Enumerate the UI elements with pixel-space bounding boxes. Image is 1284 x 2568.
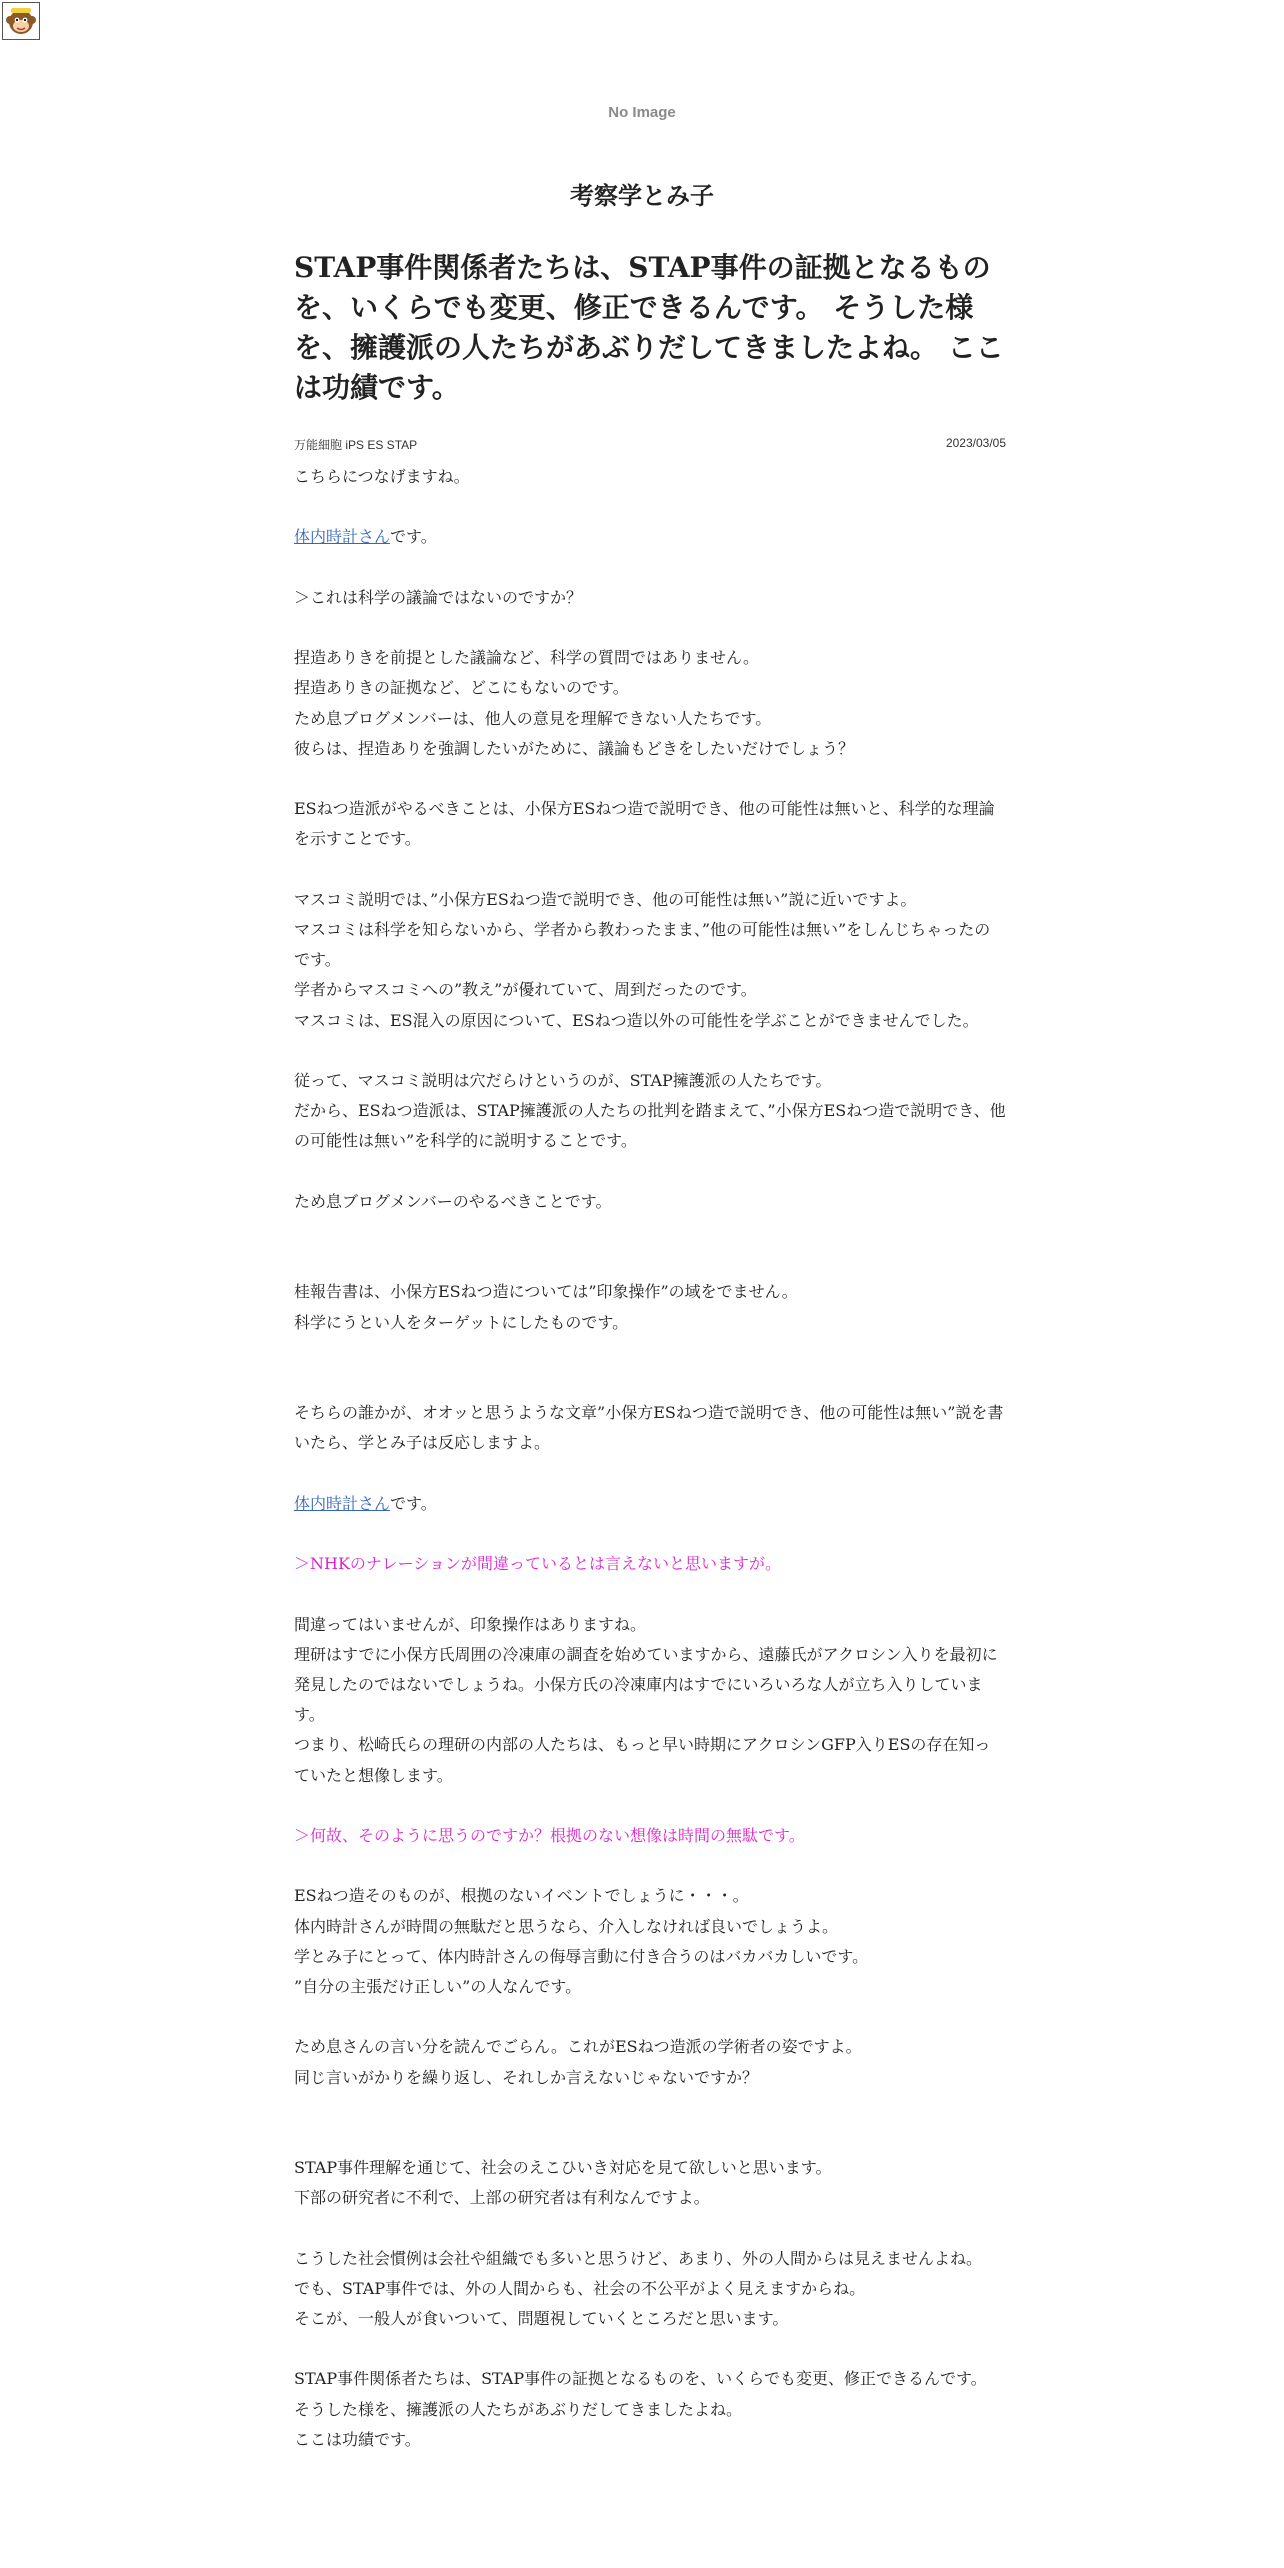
paragraph: ため息ブログメンバーのやるべきことです。 — [294, 1191, 612, 1211]
paragraph: 従って、マスコミ説明は穴だらけというのが、STAP擁護派の人たちです。 — [294, 1070, 832, 1090]
paragraph: こちらにつなげますね。 — [294, 467, 470, 486]
paragraph: ESねつ造そのものが、根拠のないイベントでしょうに・・・。 — [294, 1886, 749, 1906]
paragraph: ESねつ造派がやるべきことは、小保方ESねつ造で説明でき、他の可能性は無いと、科学的な理論を示すことです。 — [294, 799, 995, 849]
blank-line — [294, 764, 1006, 794]
user-link[interactable]: 体内時計さん — [294, 1493, 391, 1513]
blank-line — [294, 2093, 1006, 2123]
post-meta — [294, 436, 1006, 450]
paragraph-with-link — [294, 1489, 1006, 1519]
avatar[interactable] — [2, 2, 40, 40]
article — [294, 248, 1006, 2455]
paragraph: そこが、一般人が食いついて、問題視していくところだと思います。 — [294, 2309, 789, 2329]
blank-line — [294, 492, 1006, 522]
blank-line — [294, 1368, 1006, 1398]
paragraph: 桂報告書は、小保方ESねつ造については”印象操作”の域をでません。 — [294, 1282, 798, 1302]
paragraph: マスコミは科学を知らないから、学者から教わったまま、”他の可能性は無い”をしんじちゃったのです。 — [294, 919, 991, 970]
post-title: STAP事件関係者たちは、STAP事件の証拠となるものを、いくらでも変更、修正できるんです。 そうした様を、擁護派の人たちがあぶりだしてきましたよね。 ここは功績です。 — [294, 251, 1004, 404]
paragraph: ため息さんの言い分を読んでごらん。これがESねつ造派の学術者の姿ですよ。 — [294, 2037, 862, 2057]
paragraph: 体内時計さんが時間の無駄だと思うなら、介入しなければ良いでしょうよ。 — [294, 1916, 839, 1936]
paragraph: ため息ブログメンバーは、他人の意見を理解できない人たちです。 — [294, 708, 772, 728]
blank-line — [294, 1519, 1006, 1549]
paragraph: ＞これは科学の議論ではないのですか？ — [294, 587, 583, 607]
post-tags[interactable]: 万能細胞 iPS ES STAP — [294, 438, 418, 452]
paragraph: ”自分の主張だけ正しい”の人なんです。 — [294, 1976, 582, 1996]
paragraph: こうした社会慣例は会社や組織でも多いと思うけど、あまり、外の人間からは見えませんよね。 — [294, 2248, 983, 2268]
paragraph: 同じ言いがかりを繰り返し、それしか言えないじゃないですか？ — [294, 2067, 759, 2087]
paragraph: STAP事件理解を通じて、社会のえこひいき対応を見て欲しいと思います。 — [294, 2158, 832, 2178]
paragraph: 学者からマスコミへの”教え”が優れていて、周到だったのです。 — [294, 980, 757, 1000]
paragraph: 科学にうとい人をターゲットにしたものです。 — [294, 1312, 629, 1332]
paragraph-text: です。 — [390, 1493, 437, 1513]
paragraph-with-link — [294, 522, 1006, 552]
blank-line — [294, 1459, 1006, 1489]
post-date: 2023/03/05 — [945, 436, 1006, 450]
quoted-question: ＞NHKのナレーションが間違っているとは言えないと思いますが。 — [294, 1554, 781, 1574]
paragraph: つまり、松崎氏らの理研の内部の人たちは、もっと早い時期にアクロシンGFP入りESの存在知っていたと想像します。 — [294, 1735, 991, 1785]
blank-line — [294, 2334, 1006, 2364]
paragraph: 下部の研究者に不利で、上部の研究者は有利なんですよ。 — [294, 2188, 710, 2208]
blank-line — [294, 1851, 1006, 1881]
blank-line — [294, 1579, 1006, 1609]
paragraph: マスコミは、ES混入の原因について、ESねつ造以外の可能性を学ぶことができませんでした。 — [294, 1010, 979, 1030]
blog-title[interactable]: 考察学とみ子 — [570, 182, 714, 210]
paragraph: 間違ってはいませんが、印象操作はありますね。 — [294, 1614, 647, 1634]
blank-line — [294, 1036, 1006, 1066]
paragraph: そちらの誰かが、オオッと思うような文章”小保方ESねつ造で説明でき、他の可能性は無い”説を書いたら、学とみ子は反応しますよ。 — [294, 1403, 1004, 1453]
paragraph: 理研はすでに小保方氏周囲の冷凍庫の調査を始めていますから、遠藤氏がアクロシン入りを最初に発見したのではないでしょうね。小保方氏の冷凍庫内はすでにいろいろな人が立ち入りしています。 — [294, 1644, 998, 1725]
paragraph: 彼らは、捏造ありを強調したいがために、議論もどきをしたいだけでしょう？ — [294, 738, 855, 758]
paragraph: STAP事件関係者たちは、STAP事件の証拠となるものを、いくらでも変更、修正できるんです。 — [294, 2369, 987, 2389]
paragraph: マスコミ説明では、”小保方ESねつ造で説明でき、他の可能性は無い”説に近いですよ。 — [294, 889, 917, 909]
blank-line — [294, 2213, 1006, 2243]
paragraph: 捏造ありきを前提とした議論など、科学の質問ではありません。 — [294, 648, 759, 668]
no-image-placeholder: No Image — [608, 104, 676, 121]
user-link[interactable]: 体内時計さん — [294, 527, 391, 547]
blank-line — [294, 1791, 1006, 1821]
paragraph: 学とみ子にとって、体内時計さんの侮辱言動に付き合うのはバカバカしいです。 — [294, 1946, 869, 1966]
monkey-avatar-icon — [3, 3, 39, 39]
blank-line — [294, 1338, 1006, 1368]
blank-line — [294, 855, 1006, 885]
post-body — [294, 462, 1006, 2455]
blank-line — [294, 1217, 1006, 1247]
paragraph: そうした様を、擁護派の人たちがあぶりだしてきましたよね。 — [294, 2399, 743, 2419]
paragraph: ここは功績です。 — [294, 2429, 421, 2449]
blank-line — [294, 2002, 1006, 2032]
quoted-question: ＞何故、そのように思うのですか？根拠のない想像は時間の無駄です。 — [294, 1825, 805, 1845]
paragraph-text: です。 — [390, 527, 437, 547]
blank-line — [294, 613, 1006, 643]
paragraph: 捏造ありきの証拠など、どこにもないのです。 — [294, 678, 629, 698]
blank-line — [294, 2123, 1006, 2153]
blank-line — [294, 1247, 1006, 1277]
blank-line — [294, 553, 1006, 583]
paragraph: でも、STAP事件では、外の人間からも、社会の不公平がよく見えますからね。 — [294, 2278, 866, 2298]
paragraph: だから、ESねつ造派は、STAP擁護派の人たちの批判を踏まえて、”小保方ESねつ造で説明でき、他の可能性は無い”を科学的に説明することです。 — [294, 1101, 1006, 1151]
blank-line — [294, 1157, 1006, 1187]
